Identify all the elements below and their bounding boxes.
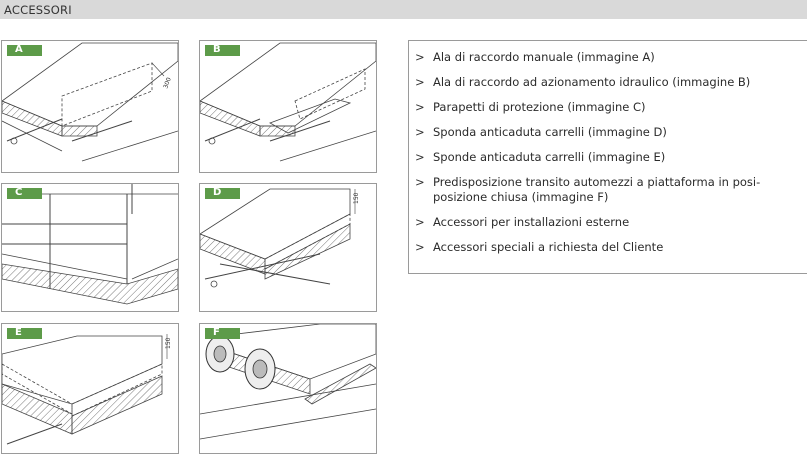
guard-rails-drawing bbox=[2, 184, 178, 311]
image-panel-a bbox=[1, 40, 179, 173]
dimension-label-a: 300 bbox=[162, 76, 173, 90]
image-panel-d bbox=[199, 183, 377, 312]
panel-label-badge-d: D bbox=[205, 188, 240, 199]
panel-label-badge-a: A bbox=[7, 45, 42, 56]
image-panel-c bbox=[1, 183, 179, 312]
bullet-arrow-icon: > bbox=[415, 215, 425, 229]
list-item: > Accessori speciali a richiesta del Cliente bbox=[415, 240, 664, 254]
image-panel-f bbox=[199, 323, 377, 454]
panel-label-badge-e: E bbox=[7, 328, 42, 339]
panel-label-badge-f: F bbox=[205, 328, 240, 339]
list-item: > Predisposizione transito automezzi a piattaforma in posi-posizione chiusa (immagine F) bbox=[415, 175, 761, 204]
dimension-label-d: 150 bbox=[353, 192, 360, 204]
dimension-label-e: 150 bbox=[165, 337, 172, 349]
list-item: > Accessori per installazioni esterne bbox=[415, 215, 630, 229]
list-item: > Sponda anticaduta carrelli (immagine D) bbox=[415, 125, 667, 139]
cart-barrier-drawing bbox=[200, 184, 376, 311]
image-panel-e bbox=[1, 323, 179, 454]
panel-label-badge-b: B bbox=[205, 45, 240, 56]
bullet-arrow-icon: > bbox=[415, 175, 425, 189]
section-header bbox=[0, 0, 807, 19]
bullet-arrow-icon: > bbox=[415, 125, 425, 139]
list-item: > Parapetti di protezione (immagine C) bbox=[415, 100, 646, 114]
hydraulic-bridge-plate-drawing bbox=[200, 41, 376, 172]
list-item: > Ala di raccordo ad azionamento idraulico (immagine B) bbox=[415, 75, 751, 89]
list-item: > Ala di raccordo manuale (immagine A) bbox=[415, 50, 655, 64]
bullet-arrow-icon: > bbox=[415, 100, 425, 114]
panel-label-badge-c: C bbox=[7, 188, 42, 199]
cart-barriers-drawing bbox=[2, 324, 178, 453]
bullet-arrow-icon: > bbox=[415, 150, 425, 164]
bullet-arrow-icon: > bbox=[415, 50, 425, 64]
accessories-list-box bbox=[408, 40, 807, 274]
manual-bridge-plate-drawing bbox=[2, 41, 178, 172]
section-title: ACCESSORI bbox=[4, 3, 72, 17]
list-item: > Sponde anticaduta carrelli (immagine E) bbox=[415, 150, 666, 164]
vehicle-transit-drawing bbox=[200, 324, 376, 453]
image-panel-b bbox=[199, 40, 377, 173]
accessories-list bbox=[413, 50, 801, 265]
bullet-arrow-icon: > bbox=[415, 75, 425, 89]
bullet-arrow-icon: > bbox=[415, 240, 425, 254]
